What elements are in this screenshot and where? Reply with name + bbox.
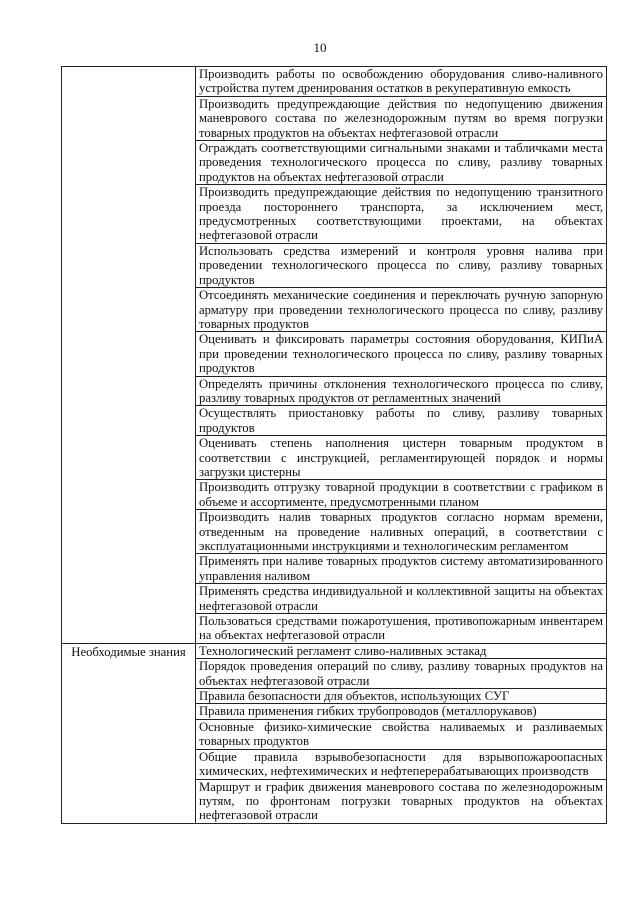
table-cell: Производить работы по освобождению оборудования сливо-наливного устройства путем дренирования остатков в рекуперативную емкость: [196, 67, 607, 97]
section-label: Необходимые знания: [71, 644, 186, 659]
table-cell: Оценивать и фиксировать параметры состояния оборудования, КИПиА при проведении технологического процесса по сливу, разливу товарных продуктов: [196, 332, 607, 376]
table-cell: Производить предупреждающие действия по недопущению транзитного проезда постороннего транспорта, за исключением мест, предусмотренных соответствующими проектами, на объектах нефтегазовой отрасли: [196, 185, 607, 244]
table-body: [62, 67, 607, 824]
table-cell: Отсоединять механические соединения и переключать ручную запорную арматуру при проведении технологического процесса по сливу, разливу товарных продуктов: [196, 288, 607, 332]
table-cell: Производить отгрузку товарной продукции в соответствии с графиком в объеме и ассортименте, предусмотренными планом: [196, 480, 607, 510]
table-cell: Ограждать соответствующими сигнальными знаками и табличками места проведения технологического процесса по сливу, разливу товарных продуктов на объектах нефтегазовой отрасли: [196, 141, 607, 185]
table-cell: Применять средства индивидуальной и коллективной защиты на объектах нефтегазовой отрасли: [196, 584, 607, 614]
table-cell: Маршрут и график движения маневрового состава по железнодорожным путям, по фронтонам погрузки товарных продуктов на объектах нефтегазовой отрасли: [196, 779, 607, 823]
page-number: 10: [313, 40, 327, 55]
table-row: [62, 643, 607, 658]
competency-table: [61, 66, 607, 824]
table-cell: Правила безопасности для объектов, использующих СУГ: [196, 689, 607, 704]
table-cell: Оценивать степень наполнения цистерн товарным продуктом в соответствии с инструкцией, регламентирующей порядок и нормы загрузки цистерны: [196, 436, 607, 480]
table-cell: Производить предупреждающие действия по недопущению движения маневрового состава по железнодорожным путям во время погрузки товарных продуктов на объектах нефтегазовой отрасли: [196, 96, 607, 140]
table-cell: Использовать средства измерений и контроля уровня налива при проведении технологического процесса по сливу, разливу товарных продуктов: [196, 243, 607, 287]
section-label-cell: [62, 67, 196, 644]
table-cell: Осуществлять приостановку работы по сливу, разливу товарных продуктов: [196, 406, 607, 436]
section-label-cell: [62, 643, 196, 823]
table-cell: Общие правила взрывобезопасности для взрывопожароопасных химических, нефтехимических и нефтеперерабатывающих производств: [196, 749, 607, 779]
table-cell: Правила применения гибких трубопроводов (металлорукавов): [196, 704, 607, 719]
table-cell: Производить налив товарных продуктов согласно нормам времени, отведенным на проведение наливных операций, в соответствии с эксплуатационными инструкциями и технологическим регламентом: [196, 510, 607, 554]
table-cell: Определять причины отклонения технологического процесса по сливу, разливу товарных продуктов от регламентных значений: [196, 376, 607, 406]
table-cell: Пользоваться средствами пожаротушения, противопожарным инвентарем на объектах нефтегазовой отрасли: [196, 614, 607, 644]
table-cell: Технологический регламент сливо-наливных эстакад: [196, 643, 607, 658]
table-cell: Основные физико-химические свойства наливаемых и разливаемых товарных продуктов: [196, 719, 607, 749]
table-cell: Порядок проведения операций по сливу, разливу товарных продуктов на объектах нефтегазовой отрасли: [196, 659, 607, 689]
table-cell: Применять при наливе товарных продуктов систему автоматизированного управления наливом: [196, 554, 607, 584]
table-row: [62, 67, 607, 97]
